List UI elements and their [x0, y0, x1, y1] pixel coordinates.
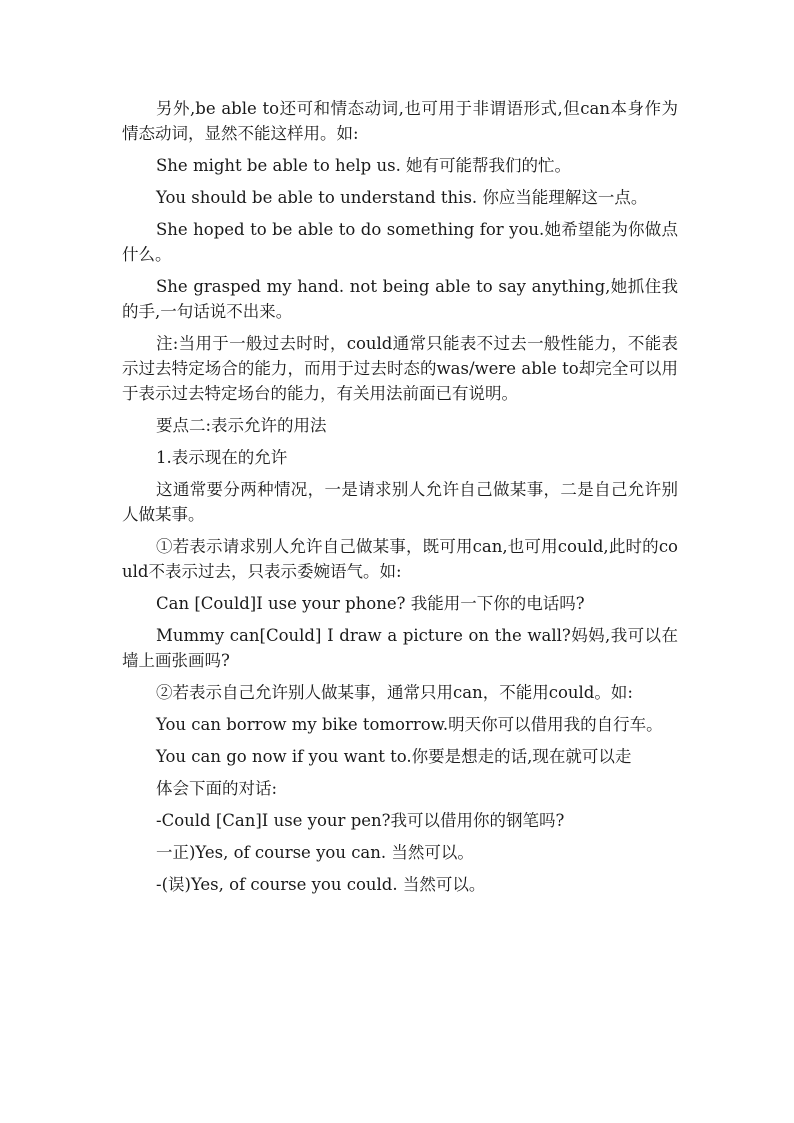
- paragraph-case-one: ①若表示请求别人允许自己做某事，既可用can,也可用could,此时的could不表示过去，只表示委婉语气。如:: [122, 537, 678, 581]
- example-sentence: Can [Could]I use your phone? 我能用一下你的电话吗?: [156, 594, 585, 613]
- subsection-heading: 1.表示现在的允许: [156, 448, 288, 467]
- example-sentence: She grasped my hand. not being able to say anything,她抓住我的手,一句话说不出来。: [122, 277, 678, 321]
- section-heading: 要点二:表示允许的用法: [156, 416, 327, 435]
- paragraph-be-able-to-intro: 另外,be able to还可和情态动词,也可用于非谓语形式,但can本身作为情态动词，显然不能这样用。如:: [122, 99, 678, 143]
- example-sentence: You can borrow my bike tomorrow.明天你可以借用我的自行车。: [156, 715, 663, 734]
- example-sentence: Mummy can[Could] I draw a picture on the wall?妈妈,我可以在墙上画张画吗?: [122, 626, 678, 670]
- example-sentence: She might be able to help us. 她有可能帮我们的忙。: [156, 156, 572, 175]
- dialogue-line: -Could [Can]I use your pen?我可以借用你的钢笔吗?: [156, 811, 565, 830]
- example-sentence: You should be able to understand this. 你应当能理解这一点。: [156, 188, 648, 207]
- paragraph-two-cases: 这通常要分两种情况，一是请求别人允许自己做某事，二是自己允许别人做某事。: [122, 480, 678, 524]
- example-sentence: She hoped to be able to do something for you.她希望能为你做点什么。: [122, 220, 678, 264]
- paragraph-case-two: ②若表示自己允许别人做某事，通常只用can，不能用could。如:: [156, 683, 633, 702]
- note-paragraph: 注:当用于一般过去时时，could通常只能表不过去一般性能力，不能表示过去特定场合的能力，而用于过去时态的was/were able to却完全可以用于表示过去特定场台的能力，有关用法前面已有说明。: [122, 334, 678, 403]
- dialogue-line: -(误)Yes, of course you could. 当然可以。: [156, 875, 486, 894]
- example-sentence: You can go now if you want to.你要是想走的话,现在就可以走: [156, 747, 632, 766]
- dialogue-line: 一正)Yes, of course you can. 当然可以。: [156, 843, 474, 862]
- document-body: [122, 96, 678, 904]
- dialogue-intro: 体会下面的对话:: [156, 779, 278, 798]
